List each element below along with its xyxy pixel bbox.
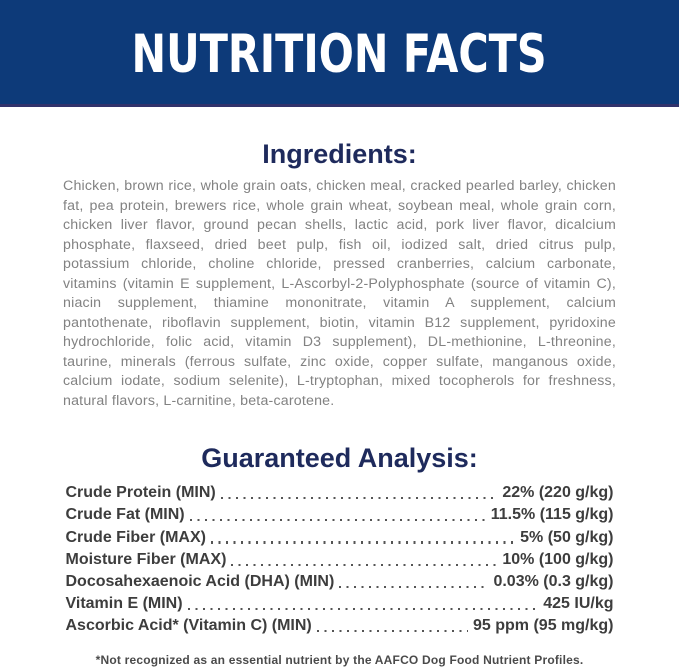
row-value: 22% (220 g/kg): [502, 484, 614, 502]
table-row: [66, 592, 614, 614]
table-row: [66, 614, 614, 636]
row-label: Crude Protein (MIN): [65, 484, 216, 502]
page-title: NUTRITION FACTS: [131, 23, 548, 85]
table-row: [66, 503, 614, 525]
table-row: [66, 548, 614, 570]
dot-leader: [317, 630, 468, 632]
row-label: Crude Fat (MIN): [65, 506, 185, 524]
table-row: [66, 525, 614, 547]
title-banner: [0, 0, 679, 107]
row-label: Docosahexaenoic Acid (DHA) (MIN): [65, 572, 335, 590]
row-value: 11.5% (115 g/kg): [490, 506, 614, 524]
dot-leader: [221, 497, 498, 499]
row-value: 5% (50 g/kg): [520, 528, 614, 546]
dot-leader: [188, 608, 539, 610]
dot-leader: [211, 541, 515, 543]
row-value: 0.03% (0.3 g/kg): [493, 572, 614, 590]
guaranteed-analysis-table: [66, 481, 614, 636]
row-label: Ascorbic Acid* (Vitamin C) (MIN): [65, 617, 312, 635]
row-value: 425 IU/kg: [543, 595, 614, 613]
row-label: Crude Fiber (MAX): [65, 528, 206, 546]
row-label: Moisture Fiber (MAX): [65, 550, 227, 568]
ingredients-text: Chicken, brown rice, whole grain oats, chicken meal, cracked pearled barley, chicken fat, pea protein, brewers rice, whole grain wheat, soybean meal, whole grain corn, chicken liver flavor, ground pecan shells, lactic acid, pork liver flavor, dicalcium phosphate, flaxseed, dried beet pulp, fish oil, iodized salt, dried citrus pulp, potassium chloride, choline chloride, pressed cranberries, calcium carbonate, vitamins (vitamin E supplement, L-Ascorbyl-2-Polyphosphate (source of vitamin C), niacin supplement, thiamine mononitrate, vitamin A supplement, calcium pantothenate, riboflavin supplement, biotin, vitamin B12 supplement, pyridoxine hydrochloride, folic acid, vitamin D3 supplement), DL-methionine, L-threonine, taurine, minerals (ferrous sulfate, zinc oxide, copper sulfate, manganous oxide, calcium iodate, sodium selenite), L-tryptophan, mixed tocopherols for freshness, natural flavors, L-carnitine, beta-carotene.: [63, 178, 616, 409]
row-value: 10% (100 g/kg): [502, 550, 614, 568]
dot-leader: [190, 519, 486, 521]
table-row: [66, 570, 614, 592]
row-value: 95 ppm (95 mg/kg): [473, 617, 614, 635]
table-row: [66, 481, 614, 503]
aafco-footnote: *Not recognized as an essential nutrient by the AAFCO Dog Food Nutrient Profiles.: [95, 653, 584, 667]
ingredients-heading: Ingredients:: [262, 139, 417, 169]
dot-leader: [231, 564, 497, 566]
guaranteed-analysis-heading: Guaranteed Analysis:: [201, 443, 478, 473]
row-label: Vitamin E (MIN): [65, 595, 183, 613]
dot-leader: [339, 586, 488, 588]
